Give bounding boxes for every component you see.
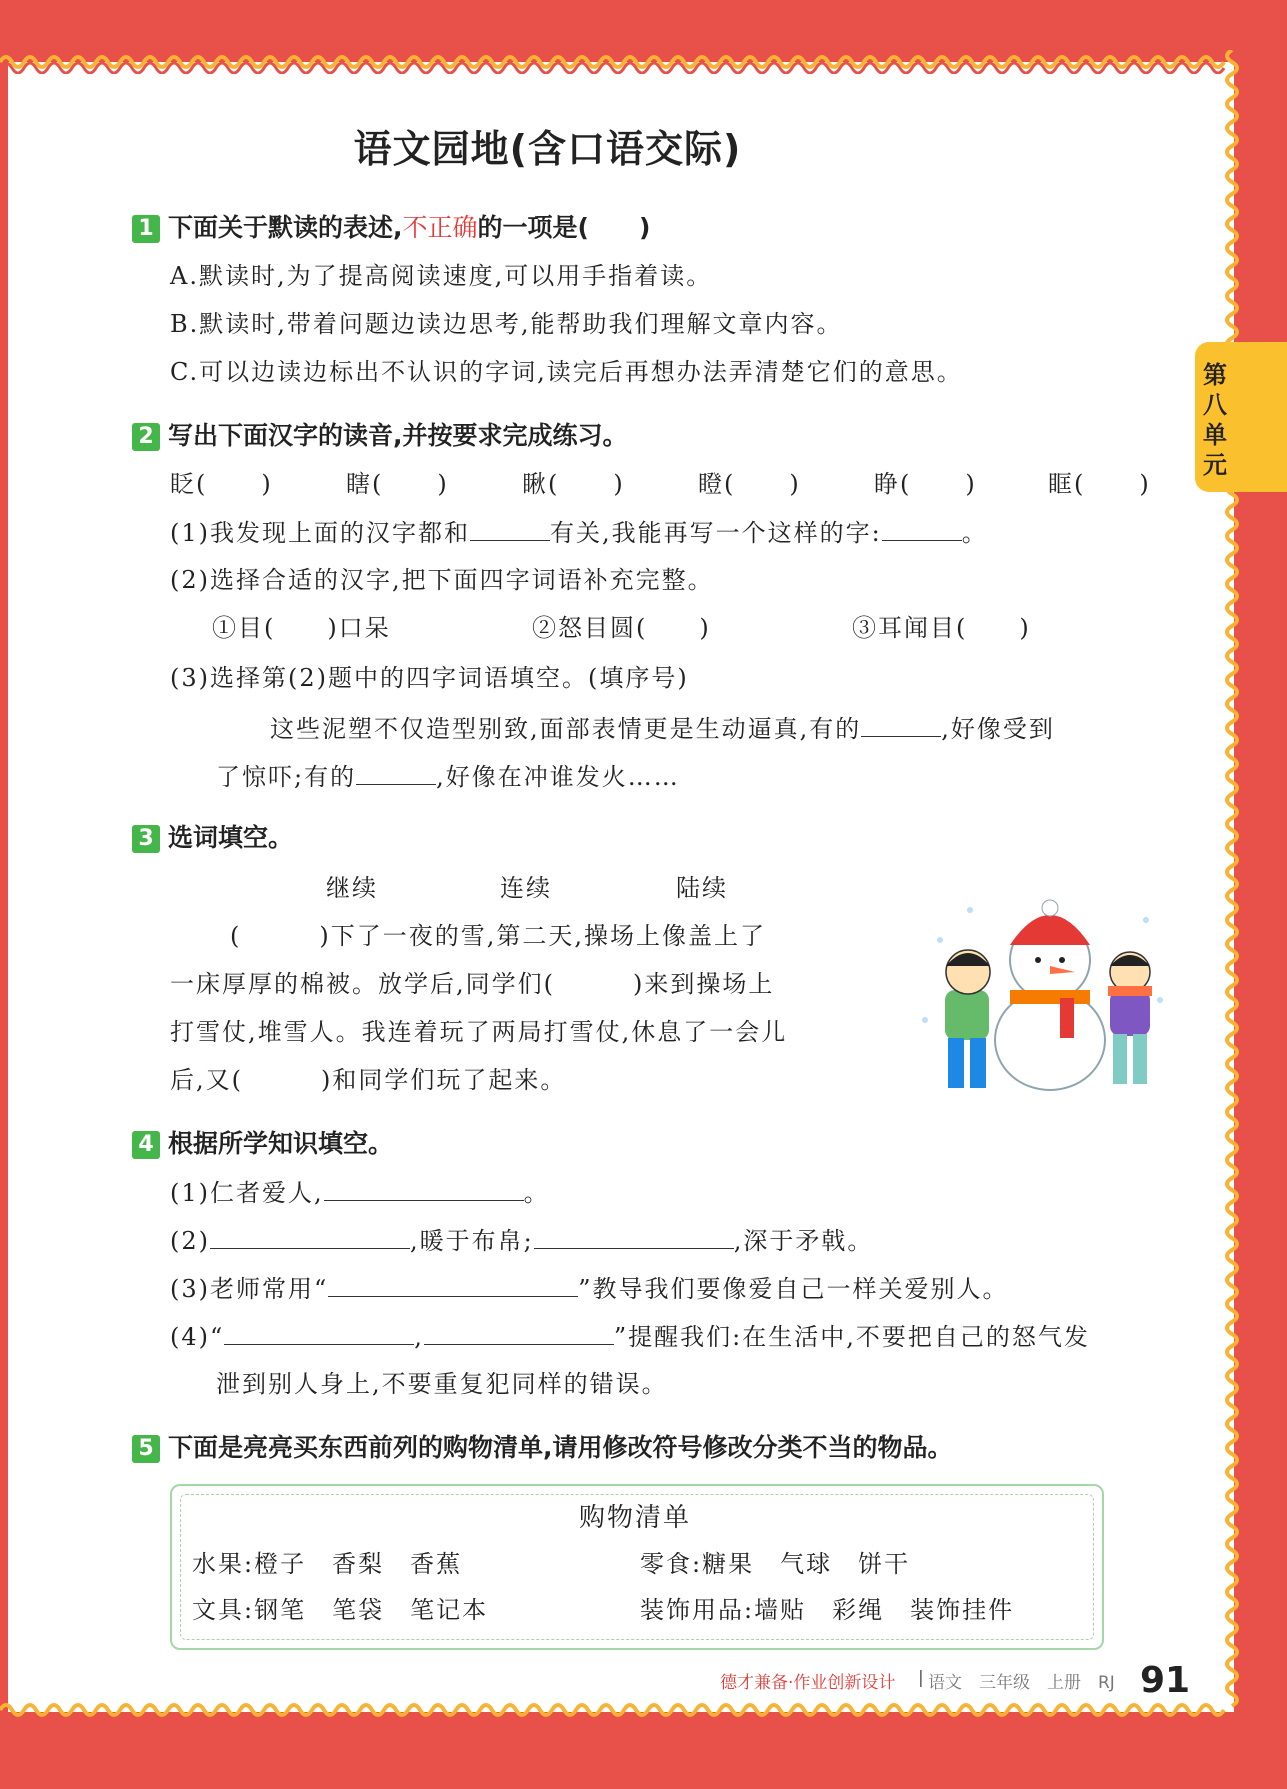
q4-item-4-blank-2[interactable] (424, 1318, 614, 1345)
q1-stem-red: 不正确 (402, 213, 478, 242)
q2-sub1 (170, 514, 988, 551)
page-number: 91 (1140, 1660, 1191, 1701)
q4-item-3-text-a: (3)老师常用“ (170, 1275, 329, 1303)
q2-word-2: ②怒目圆( ) (532, 614, 711, 642)
q4-item-4-text-a: (4)“ (170, 1323, 225, 1351)
top-wave-border (0, 44, 1287, 74)
q1-option-c: C.可以边读边标出不认识的字词,读完后再想办法弄清楚它们的意思。 (170, 358, 963, 386)
q2-passage-text-d: ,好像在冲谁发火…… (436, 763, 680, 791)
q2-sub1-blank-1[interactable] (470, 514, 550, 541)
q2-sub3: (3)选择第(2)题中的四字词语填空。(填序号) (170, 664, 689, 692)
q2-passage-text-c: 了惊吓;有的 (216, 763, 357, 791)
q3-heading (132, 820, 293, 856)
q4-item-4 (170, 1318, 1090, 1355)
list-row-decor: 装饰用品:墙贴 彩绳 装饰挂件 (640, 1596, 1015, 1624)
q1-number: 1 (132, 215, 160, 243)
q4-item-2-blank-1[interactable] (210, 1222, 410, 1249)
q2-char-6: 眶( (1048, 470, 1086, 498)
footer-brand: 德才兼备·作业创新设计 (720, 1673, 896, 1693)
q2-sub1-text-c: 。 (961, 519, 988, 547)
q4-item-4-text-b: , (414, 1323, 424, 1351)
q4-item-2-text-a: (2) (170, 1227, 210, 1255)
q5-stem: 下面是亮亮买东西前列的购物清单,请用修改符号修改分类不当的物品。 (168, 1433, 953, 1462)
q1-stem-b: 的一项是( ) (477, 213, 651, 242)
list-row-stationery: 文具:钢笔 笔袋 笔记本 (192, 1596, 489, 1624)
q3-word-1: 继续 (326, 874, 378, 902)
q2-passage-text-a: 这些泥塑不仅造型别致,面部表情更是生动逼真,有的 (270, 715, 862, 743)
q4-item-4-cont: 泄到别人身上,不要重复犯同样的错误。 (216, 1370, 668, 1398)
q2-number: 2 (132, 423, 160, 451)
q4-item-2 (170, 1222, 873, 1259)
q3-number: 3 (132, 825, 160, 853)
q4-item-3-text-b: ”教导我们要像爱自己一样关爱别人。 (578, 1275, 1009, 1303)
q2-passage-line-2 (216, 758, 680, 795)
q5-number: 5 (132, 1435, 160, 1463)
q3-passage-line-2: 一床厚厚的棉被。放学后,同学们( )来到操场上 (170, 970, 775, 998)
q2-char-3: 瞅( (522, 470, 560, 498)
footer-separator: | (918, 1668, 924, 1688)
q4-item-3 (170, 1270, 1009, 1307)
q4-number: 4 (132, 1131, 160, 1159)
q2-word-1: ①目( )口呆 (212, 614, 391, 642)
q2-sub1-blank-2[interactable] (882, 514, 962, 541)
list-row-fruit: 水果:橙子 香梨 香蕉 (192, 1550, 463, 1578)
worksheet-page: 第八单元 语文园地(含口语交际) 1 下面关于默读的表述,不正确的一项是( ) A.默读时,为了提高阅读速度,可以用手指着读。 B.默读时,带着问题边读边思考,能帮助我们理解文章内容。 C.可以边读边标出不认识的字词,读完后再想办法弄清楚它们的意思。 2 写出下面汉字的读音,并按要求完成练习。 眨( ) 瞎( ) 瞅( ) 瞪( ) 睁( ) 眶( ) (1)我发现上面的汉字都和 有关,我能再写一个这样的字: 。 (2)选择合适的汉字,把下面四字词语补充完整。 ①目( )口呆 ②怒目圆( ) ③耳闻目( ) (3)选择第(2)题中的四字词语填空。(填序号) 这些泥塑不仅造型别致,面部表情更是生动逼真,有的 ,好像受到 了惊吓;有的 ,好像在冲谁发火…… 3 选词填空。 继续 连续 陆续 ( )下了一夜的雪,第二天,操场上像盖上了 一床厚厚的棉被。放学后,同学们( )来到操场上 打雪仗,堆雪人。我连着玩了两局打雪仗,休息了一会儿 后,又( )和同学们玩了起来。 4 根据所学知识填空。 (1)仁者爱人, 。 (2) ,暖于布帛; ,深于矛戟。 (3)老师常用“ ”教导我们要像爱自己一样关爱别人。 (4)“ , ”提醒我们:在生活中,不要把自己的怒气发 泄到别人身上,不要重复犯同样的错误。 5 下面是亮亮买东西前列的购物清单,请用修改符号修改分类不当的物品。 购物清单 水果:橙子 香梨 香蕉 零食:糖果 气球 饼干 文具:钢笔 笔袋 笔记本 装饰用品:墙贴 彩绳 装饰挂件 德才兼备·作业创新设计 | 语文 三年级 上册 RJ 91 (0, 0, 1287, 1789)
q4-item-4-text-c: ”提醒我们:在生活中,不要把自己的怒气发 (613, 1323, 1090, 1351)
q2-heading (132, 418, 628, 454)
shopping-list-title: 购物清单 (578, 1503, 691, 1533)
q3-stem: 选词填空。 (168, 823, 294, 852)
q4-stem: 根据所学知识填空。 (168, 1129, 394, 1158)
q2-word-3: ③耳闻目( ) (852, 614, 1031, 642)
q4-item-1 (170, 1174, 550, 1211)
q4-item-2-blank-2[interactable] (534, 1222, 734, 1249)
q4-item-2-text-c: ,深于矛戟。 (733, 1227, 874, 1255)
q2-char-2: 瞎( (346, 470, 384, 498)
q1-option-a: A.默读时,为了提高阅读速度,可以用手指着读。 (170, 262, 713, 290)
q2-passage-line-1 (270, 710, 1055, 747)
q4-item-1-blank[interactable] (324, 1174, 524, 1201)
q1-stem-a: 下面关于默读的表述, (168, 213, 403, 242)
q3-passage-line-4: 后,又( )和同学们玩了起来。 (170, 1066, 567, 1094)
q1-option-b: B.默读时,带着问题边读边思考,能帮助我们理解文章内容。 (170, 310, 843, 338)
q3-word-2: 连续 (500, 874, 552, 902)
right-wave-border (1218, 50, 1248, 1710)
q2-sub2: (2)选择合适的汉字,把下面四字词语补充完整。 (170, 566, 714, 594)
list-row-snack: 零食:糖果 气球 饼干 (640, 1550, 911, 1578)
q3-word-3: 陆续 (676, 874, 728, 902)
q2-char-1: 眨( (170, 470, 208, 498)
q4-item-2-text-b: ,暖于布帛; (410, 1227, 534, 1255)
q5-heading (132, 1430, 953, 1466)
unit-side-tab-label: 第八单元 (1203, 361, 1227, 479)
q3-passage-line-1: ( )下了一夜的雪,第二天,操场上像盖上了 (230, 922, 766, 950)
q4-item-3-blank[interactable] (328, 1270, 578, 1297)
q4-item-1-end: 。 (523, 1179, 550, 1207)
q2-sub1-text-b: 有关,我能再写一个这样的字: (550, 519, 882, 547)
q2-passage-blank-1[interactable] (861, 710, 941, 737)
page-title: 语文园地(含口语交际) (353, 127, 742, 171)
q4-item-1-text: (1)仁者爱人, (170, 1179, 324, 1207)
q2-sub1-text-a: (1)我发现上面的汉字都和 (170, 519, 470, 547)
q4-item-4-blank-1[interactable] (224, 1318, 414, 1345)
q2-passage-text-b: ,好像受到 (941, 715, 1055, 743)
q3-passage-line-3: 打雪仗,堆雪人。我连着玩了两局打雪仗,休息了一会儿 (170, 1018, 788, 1046)
q2-passage-blank-2[interactable] (356, 758, 436, 785)
bottom-wave-border (0, 1700, 1287, 1730)
snowman-illustration (910, 890, 1180, 1110)
q2-stem: 写出下面汉字的读音,并按要求完成练习。 (168, 421, 628, 450)
footer-info: 语文 三年级 上册 RJ (928, 1673, 1115, 1693)
q1-heading (132, 210, 650, 246)
q2-char-5: 睁( (874, 470, 912, 498)
q4-heading (132, 1126, 393, 1162)
q2-char-4: 瞪( (698, 470, 736, 498)
